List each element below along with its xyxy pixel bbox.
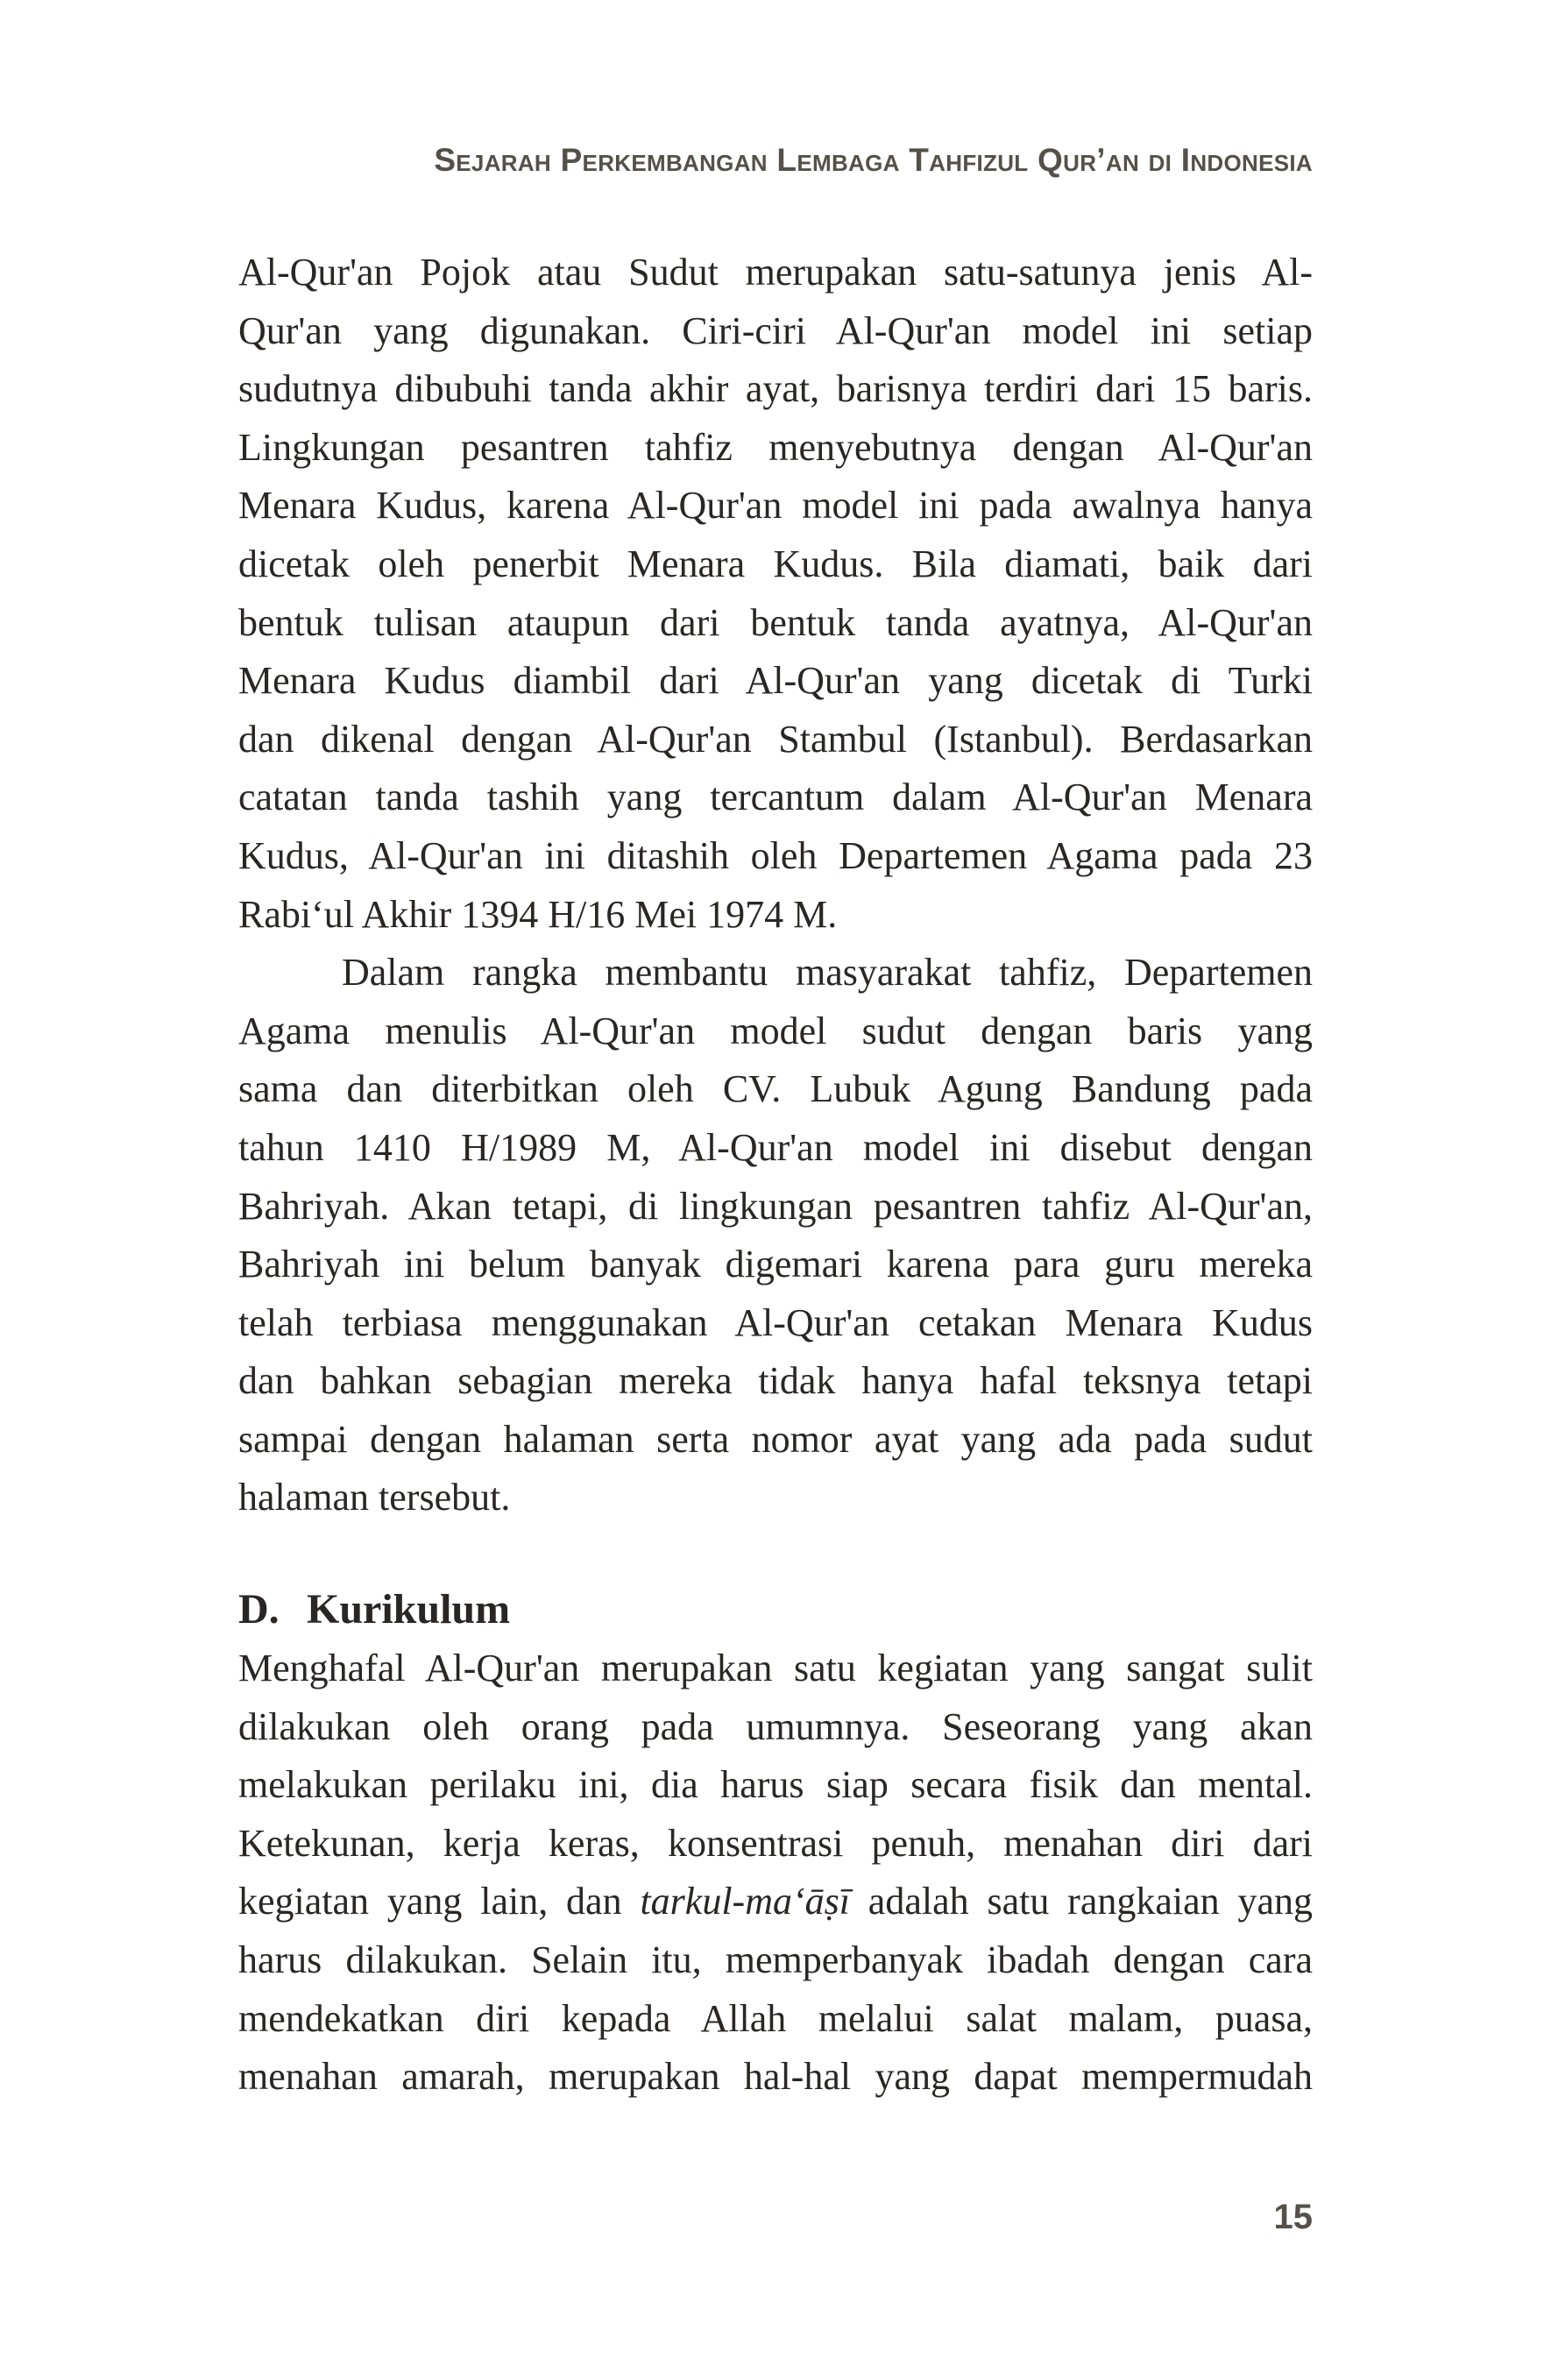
section-number: D. xyxy=(238,1586,280,1633)
running-header: Sejarah Perkembangan Lembaga Tahfizul Qur’an di Indonesia xyxy=(434,142,1313,178)
text-line-with-italic xyxy=(238,1873,1313,1931)
paragraph-3 xyxy=(238,1640,1313,2107)
text-line: sampai dengan halaman serta nomor ayat yang ada pada sudut xyxy=(238,1417,1313,1461)
text-line: sudutnya dibubuhi tanda akhir ayat, barisnya terdiri dari 15 baris. xyxy=(238,367,1313,411)
text-line: Bahriyah ini belum banyak digemari karena para guru mereka xyxy=(238,1243,1313,1286)
text-line: Kudus, Al-Qur'an ini ditashih oleh Departemen Agama pada 23 xyxy=(238,833,1313,877)
paragraph-1 xyxy=(238,244,1313,944)
text-line: Menara Kudus, karena Al-Qur'an model ini pada awalnya hanya xyxy=(238,484,1313,528)
text-line: catatan tanda tashih yang tercantum dalam Al-Qur'an Menara xyxy=(238,776,1313,819)
text-line: Agama menulis Al-Qur'an model sudut dengan baris yang xyxy=(238,1009,1313,1052)
text-line: Qur'an yang digunakan. Ciri-ciri Al-Qur'an model ini setiap xyxy=(238,308,1313,352)
text-segment: adalah satu rangkaian yang xyxy=(849,1880,1314,1923)
paragraph-2 xyxy=(238,944,1313,1527)
text-line: dilakukan oleh orang pada umumnya. Seseorang yang akan xyxy=(238,1704,1313,1748)
text-line: Lingkungan pesantren tahfiz menyebutnya dengan Al-Qur'an xyxy=(238,425,1313,469)
text-line: Dalam rangka membantu masyarakat tahfiz, Departemen xyxy=(342,951,1313,995)
text-line: sama dan diterbitkan oleh CV. Lubuk Agung Bandung pada xyxy=(238,1067,1313,1111)
italic-term: tarkul-ma‘āṣī xyxy=(640,1880,850,1923)
text-line: harus dilakukan. Selain itu, memperbanyak ibadah dengan cara xyxy=(238,1938,1313,1982)
text-line: telah terbiasa menggunakan Al-Qur'an cetakan Menara Kudus xyxy=(238,1300,1313,1344)
text-line: halaman tersebut. xyxy=(238,1476,511,1519)
text-line: Rabi‘ul Akhir 1394 H/16 Mei 1974 M. xyxy=(238,892,838,936)
text-line: Menghafal Al-Qur'an merupakan satu kegiatan yang sangat sulit xyxy=(238,1647,1313,1690)
text-line: mendekatkan diri kepada Allah melalui salat malam, puasa, xyxy=(238,1996,1313,2040)
text-line: tahun 1410 H/1989 M, Al-Qur'an model ini disebut dengan xyxy=(238,1125,1313,1169)
text-line: dan bahkan sebagian mereka tidak hanya hafal teksnya tetapi xyxy=(238,1359,1313,1403)
body-text xyxy=(238,244,1313,2107)
text-line: Menara Kudus diambil dari Al-Qur'an yang dicetak di Turki xyxy=(238,659,1313,703)
text-line: Ketekunan, kerja keras, konsentrasi penuh, menahan diri dari xyxy=(238,1821,1313,1865)
section-title: Kurikulum xyxy=(307,1586,511,1633)
text-line: bentuk tulisan ataupun dari bentuk tanda ayatnya, Al-Qur'an xyxy=(238,600,1313,644)
text-line: Al-Qur'an Pojok atau Sudut merupakan satu-satunya jenis Al- xyxy=(238,251,1313,294)
text-line: dicetak oleh penerbit Menara Kudus. Bila diamati, baik dari xyxy=(238,542,1313,585)
page-number: 15 xyxy=(1273,2198,1313,2236)
section-heading xyxy=(238,1580,1313,1640)
text-line: melakukan perilaku ini, dia harus siap secara fisik dan mental. xyxy=(238,1763,1313,1807)
text-line: menahan amarah, merupakan hal-hal yang dapat mempermudah xyxy=(238,2055,1313,2099)
text-line: Bahriyah. Akan tetapi, di lingkungan pesantren tahfiz Al-Qur'an, xyxy=(238,1184,1313,1228)
text-line: dan dikenal dengan Al-Qur'an Stambul (Istanbul). Berdasarkan xyxy=(238,717,1313,761)
text-segment: kegiatan yang lain, dan xyxy=(238,1880,641,1923)
